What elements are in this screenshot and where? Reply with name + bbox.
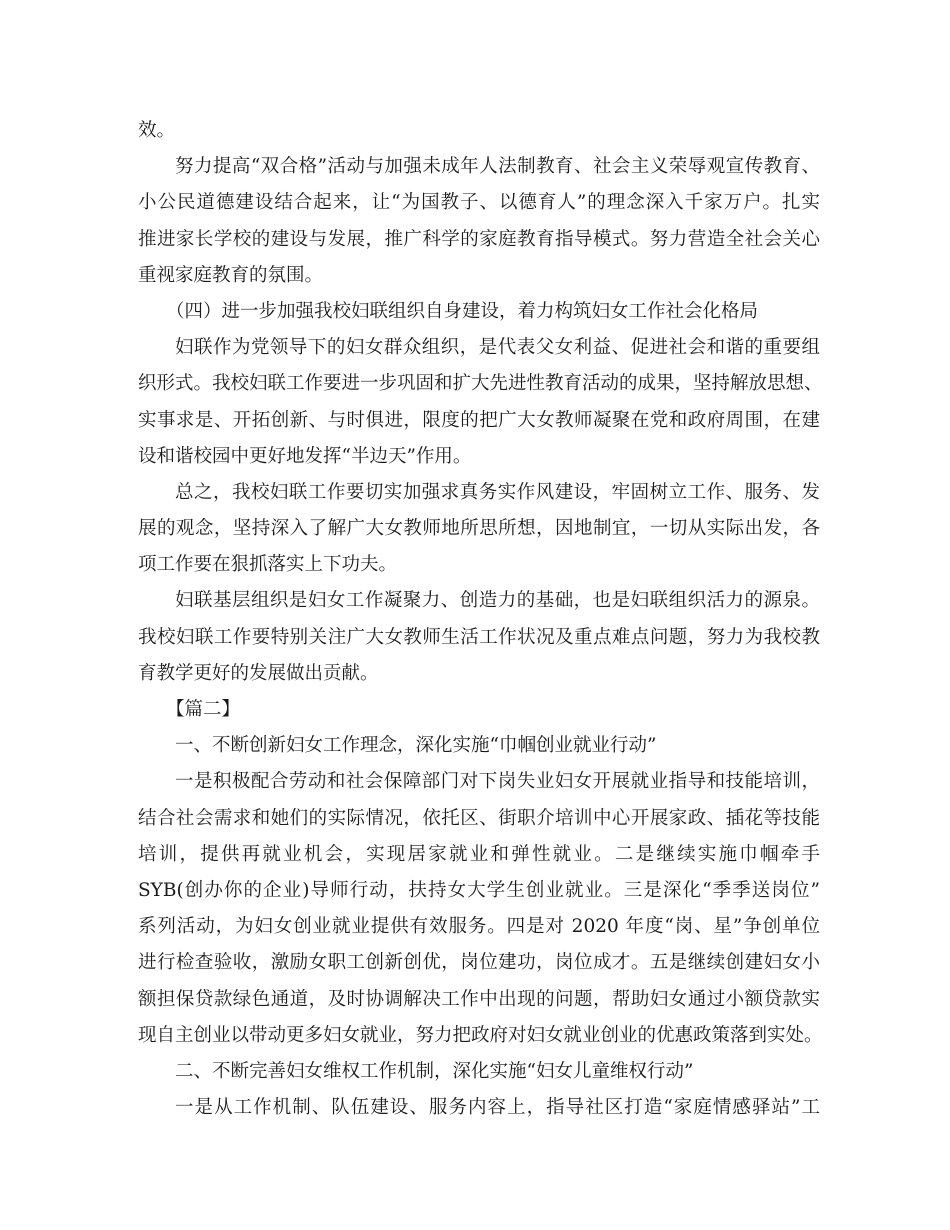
text-line: 妇联基层组织是妇女工作凝聚力、创造力的基础，也是妇联组织活力的源泉。 <box>175 590 820 612</box>
text-line: 项工作要在狠抓落实上下功夫。 <box>138 554 398 576</box>
text-line: 效。 <box>138 120 176 141</box>
text-line: 结合社会需求和她们的实际情况，依托区、街职介培训中心开展家政、插花等技能 <box>138 807 820 829</box>
text-line: 设和谐校园中更好地发挥“半边天”作用。 <box>138 445 472 467</box>
text-line: SYB(创办你的企业)导师行动，扶持女大学生创业就业。三是深化“季季送岗位” <box>138 879 820 901</box>
text-line: 重视家庭教育的氛围。 <box>138 264 324 286</box>
text-line: 一是从工作机制、队伍建设、服务内容上，指导社区打造“家庭情感驿站”工 <box>175 1097 820 1119</box>
text-line: 进行检查验收，激励女职工创新创优，岗位建功，岗位成才。五是继续创建妇女小 <box>138 952 820 974</box>
text-line: 实事求是、开拓创新、与时俱进，限度的把广大女教师凝聚在党和政府周围，在建 <box>138 409 820 431</box>
text-line: 我校妇联工作要特别关注广大女教师生活工作状况及重点难点问题，努力为我校教 <box>138 626 820 648</box>
text-line: 小公民道德建设结合起来，让“为国教子、以德育人”的理念深入千家万户。扎实 <box>138 192 820 214</box>
text-line: 一、不断创新妇女工作理念，深化实施“巾帼创业就业行动” <box>175 735 657 757</box>
text-line: 系列活动，为妇女创业就业提供有效服务。四是对 2020 年度“岗、星”争创单位 <box>138 916 820 938</box>
text-line: 努力提高“双合格”活动与加强未成年人法制教育、社会主义荣辱观宣传教育、 <box>175 156 820 178</box>
text-line: 展的观念，坚持深入了解广大女教师地所思所想，因地制宜，一切从实际出发，各 <box>138 518 820 540</box>
text-line: 现自主创业以带动更多妇女就业，努力把政府对妇女就业创业的优惠政策落到实处。 <box>138 1024 823 1046</box>
text-line: 额担保贷款绿色通道，及时协调解决工作中出现的问题，帮助妇女通过小额贷款实 <box>138 988 820 1010</box>
text-line: 织形式。我校妇联工作要进一步巩固和扩大先进性教育活动的成果，坚持解放思想、 <box>138 373 823 395</box>
text-line: 妇联作为党领导下的妇女群众组织，是代表父女利益、促进社会和谐的重要组 <box>175 337 820 359</box>
text-line: 推进家长学校的建设与发展，推广科学的家庭教育指导模式。努力营造全社会关心 <box>138 228 820 250</box>
document-body <box>138 113 823 1126</box>
text-line: 二、不断完善妇女维权工作机制，深化实施“妇女儿童维权行动” <box>175 1060 694 1082</box>
text-line: （四）进一步加强我校妇联组织自身建设，着力构筑妇女工作社会化格局 <box>166 300 759 322</box>
text-line: 培训，提供再就业机会，实现居家就业和弹性就业。二是继续实施巾帼牵手 <box>138 843 820 865</box>
text-line: 一是积极配合劳动和社会保障部门对下岗失业妇女开展就业指导和技能培训， <box>175 771 820 793</box>
text-line: 总之，我校妇联工作要切实加强求真务实作风建设，牢固树立工作、服务、发 <box>175 481 820 503</box>
text-line: 【篇二】 <box>166 699 241 720</box>
text-line: 育教学更好的发展做出贡献。 <box>138 662 379 684</box>
